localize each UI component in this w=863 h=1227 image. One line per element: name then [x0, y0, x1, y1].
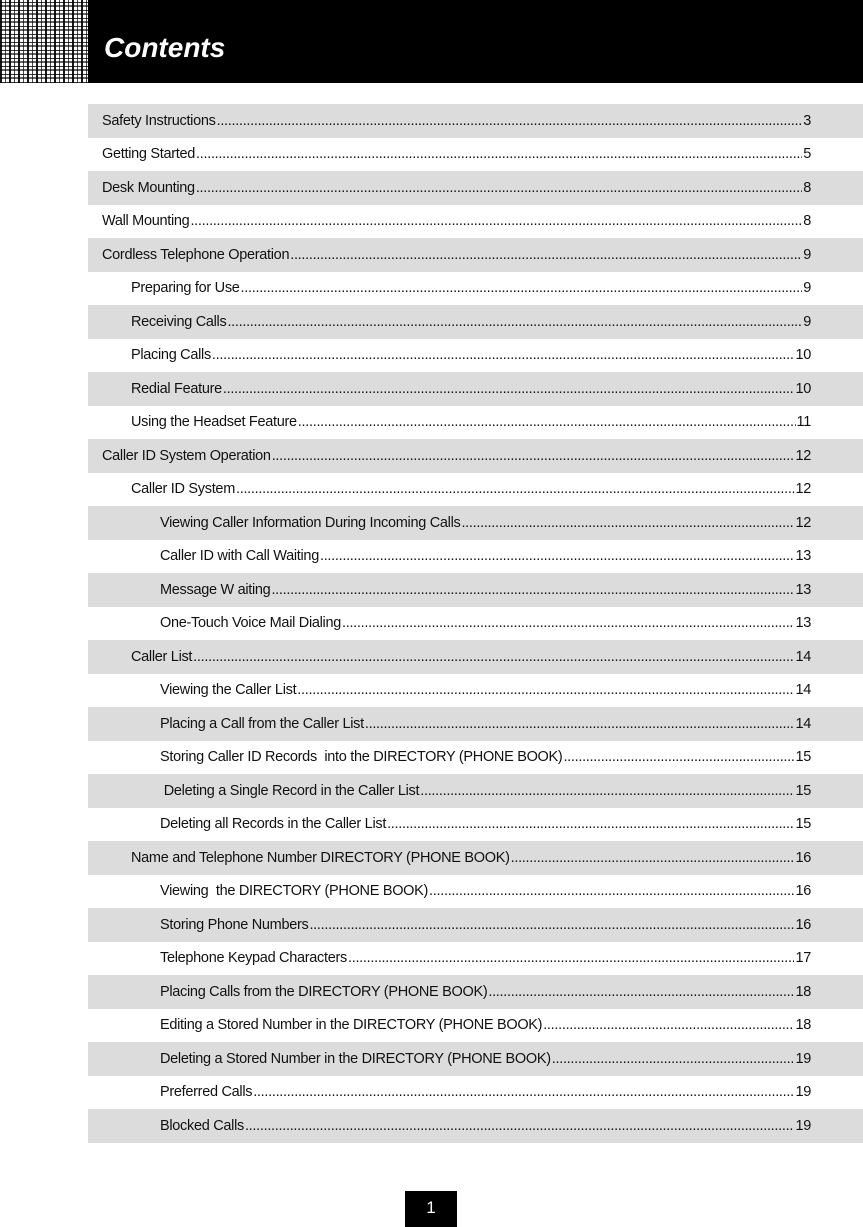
toc-entry-label: Preferred Calls [160, 1084, 253, 1101]
toc-entry[interactable] [88, 540, 863, 574]
dot-leader [552, 1051, 795, 1067]
toc-entry-label: Viewing the Caller List [160, 682, 297, 699]
dot-leader [190, 213, 802, 229]
dot-leader [387, 816, 794, 832]
toc-entry[interactable] [88, 1009, 863, 1043]
toc-entry[interactable] [88, 1109, 863, 1143]
toc-entry-label: Desk Mounting [102, 179, 195, 196]
toc-entry[interactable] [88, 339, 863, 373]
toc-entry-label: Using the Headset Feature [131, 414, 297, 431]
toc-entry-page: 13 [795, 548, 811, 565]
toc-entry-page: 18 [795, 1017, 811, 1034]
dot-leader [320, 548, 795, 564]
toc-entry[interactable] [88, 808, 863, 842]
toc-entry-page: 15 [795, 749, 811, 766]
toc-entry[interactable] [88, 272, 863, 306]
dot-leader [212, 347, 795, 363]
toc-entry-page: 5 [803, 146, 811, 163]
dot-leader [420, 783, 794, 799]
toc-entry[interactable] [88, 607, 863, 641]
toc-entry[interactable] [88, 975, 863, 1009]
toc-entry[interactable] [88, 473, 863, 507]
dot-leader [488, 984, 794, 1000]
toc-entry-label: Redial Feature [131, 380, 222, 397]
dot-leader [429, 883, 794, 899]
toc-entry-label: Telephone Keypad Characters [160, 950, 347, 967]
dot-leader [297, 682, 794, 698]
toc-entry-label: Placing Calls [131, 347, 211, 364]
toc-entry-page: 8 [803, 213, 811, 230]
dot-leader [217, 113, 803, 129]
toc-entry-label: Editing a Stored Number in the DIRECTORY (PHONE BOOK) [160, 1017, 543, 1034]
toc-entry-label: Deleting a Stored Number in the DIRECTORY (PHONE BOOK) [160, 1050, 551, 1067]
toc-entry-page: 12 [795, 514, 811, 531]
toc-entry-page: 15 [795, 782, 811, 799]
dot-leader [563, 749, 794, 765]
page-number: 1 [405, 1191, 457, 1227]
toc-entry-page: 13 [795, 615, 811, 632]
dot-leader [511, 850, 795, 866]
toc-entry-label: Preparing for Use [131, 280, 240, 297]
dot-leader [342, 615, 794, 631]
toc-entry-label: Viewing Caller Information During Incoming Calls [160, 514, 461, 531]
toc-entry[interactable] [88, 104, 863, 138]
toc-entry-page: 15 [795, 816, 811, 833]
dot-leader [271, 582, 794, 598]
toc-entry[interactable] [88, 406, 863, 440]
toc-entry-label: Caller ID System [131, 481, 235, 498]
dot-leader [290, 247, 802, 263]
dot-leader [196, 146, 802, 162]
dot-leader [196, 180, 802, 196]
toc-entry-label: Deleting a Single Record in the Caller List [160, 782, 420, 799]
toc-entry-label: Blocked Calls [160, 1117, 244, 1134]
dot-leader [253, 1084, 794, 1100]
toc-entry-page: 16 [795, 883, 811, 900]
toc-entry-page: 10 [795, 380, 811, 397]
toc-entry-page: 14 [795, 715, 811, 732]
toc-entry-label: Getting Started [102, 146, 196, 163]
toc-entry[interactable] [88, 942, 863, 976]
toc-entry-page: 14 [795, 648, 811, 665]
toc-entry[interactable] [88, 674, 863, 708]
toc-entry-label: One-Touch Voice Mail Dialing [160, 615, 341, 632]
toc-entry[interactable] [88, 841, 863, 875]
toc-entry[interactable] [88, 372, 863, 406]
toc-entry-label: Message W aiting [160, 581, 271, 598]
toc-entry[interactable] [88, 908, 863, 942]
toc-entry[interactable] [88, 707, 863, 741]
toc-entry-label: Placing a Call from the Caller List [160, 715, 364, 732]
toc-entry[interactable] [88, 138, 863, 172]
toc-entry[interactable] [88, 640, 863, 674]
page-title: Contents [104, 32, 226, 63]
toc-entry[interactable] [88, 1042, 863, 1076]
toc-entry[interactable] [88, 506, 863, 540]
dot-leader [298, 414, 796, 430]
dot-leader [309, 917, 794, 933]
dot-leader [223, 381, 795, 397]
toc-entry-label: Safety Instructions [102, 112, 216, 129]
toc-entry-label: Storing Caller ID Records into the DIRECTORY (PHONE BOOK) [160, 749, 563, 766]
toc-entry-page: 12 [795, 447, 811, 464]
toc-entry-page: 16 [795, 849, 811, 866]
toc-entry-label: Cordless Telephone Operation [102, 246, 290, 263]
toc-entry-page: 17 [795, 950, 811, 967]
toc-entry[interactable] [88, 439, 863, 473]
toc-entry[interactable] [88, 875, 863, 909]
toc-entry-page: 16 [795, 916, 811, 933]
dot-leader [461, 515, 794, 531]
dot-leader [236, 481, 794, 497]
dot-leader [245, 1118, 795, 1134]
toc-entry-page: 12 [795, 481, 811, 498]
toc-entry-page: 19 [795, 1050, 811, 1067]
toc-entry[interactable] [88, 774, 863, 808]
toc-entry-label: Placing Calls from the DIRECTORY (PHONE BOOK) [160, 983, 488, 1000]
dot-leader [272, 448, 795, 464]
toc-entry-page: 11 [796, 414, 811, 431]
dot-leader [241, 280, 803, 296]
toc-entry-page: 14 [795, 682, 811, 699]
dot-leader [365, 716, 795, 732]
toc-entry-page: 3 [803, 112, 811, 129]
toc-entry-label: Viewing the DIRECTORY (PHONE BOOK) [160, 883, 429, 900]
toc-entry-label: Deleting all Records in the Caller List [160, 816, 387, 833]
toc-entry-page: 10 [795, 347, 811, 364]
toc-entry-page: 13 [795, 581, 811, 598]
toc-entry[interactable] [88, 205, 863, 239]
header-texture-graphic [0, 0, 88, 83]
toc-entry-page: 19 [795, 1084, 811, 1101]
toc-entry-page: 9 [803, 280, 811, 297]
toc-entry-page: 9 [803, 246, 811, 263]
toc-entry[interactable] [88, 305, 863, 339]
table-of-contents [88, 104, 863, 1143]
dot-leader [543, 1017, 794, 1033]
toc-entry-label: Storing Phone Numbers [160, 916, 309, 933]
dot-leader [348, 950, 794, 966]
toc-entry-page: 9 [803, 313, 811, 330]
toc-entry-label: Receiving Calls [131, 313, 227, 330]
toc-entry-page: 8 [803, 179, 811, 196]
toc-entry-page: 18 [795, 983, 811, 1000]
toc-entry[interactable] [88, 1076, 863, 1110]
toc-entry[interactable] [88, 573, 863, 607]
header-bar [0, 0, 863, 83]
dot-leader [193, 649, 794, 665]
toc-entry-page: 19 [795, 1117, 811, 1134]
toc-entry-label: Caller List [131, 648, 193, 665]
toc-entry[interactable] [88, 171, 863, 205]
toc-entry-label: Wall Mounting [102, 213, 190, 230]
dot-leader [227, 314, 802, 330]
toc-entry[interactable] [88, 741, 863, 775]
toc-entry-label: Caller ID with Call Waiting [160, 548, 319, 565]
toc-entry-label: Name and Telephone Number DIRECTORY (PHONE BOOK) [131, 849, 510, 866]
toc-entry[interactable] [88, 238, 863, 272]
toc-entry-label: Caller ID System Operation [102, 447, 271, 464]
